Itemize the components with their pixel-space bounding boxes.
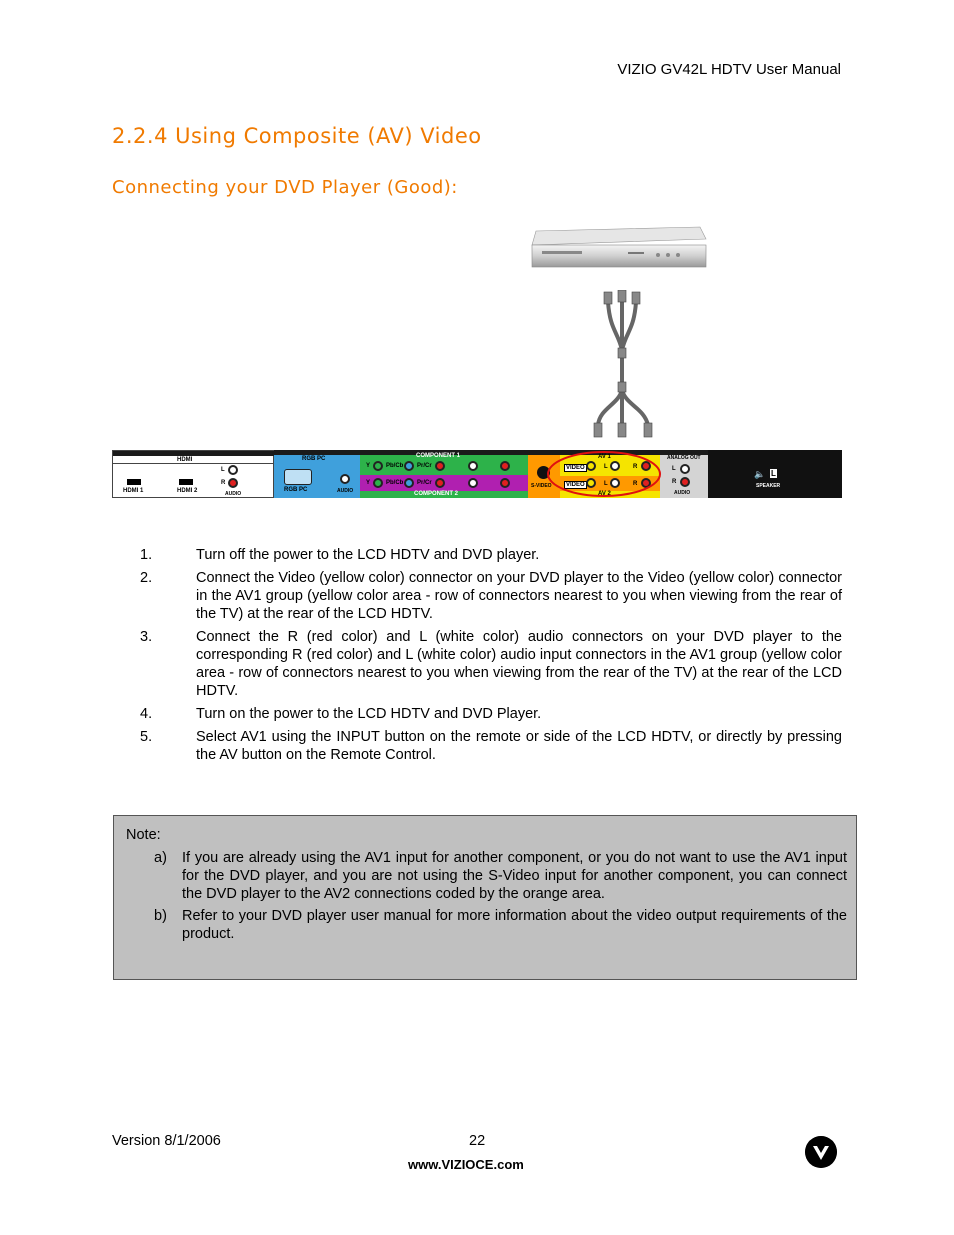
video-label: VIDEO: [566, 482, 585, 488]
r-label: R: [633, 481, 638, 487]
instruction-steps: [112, 546, 842, 769]
prcr-label: Pr/Cr: [417, 463, 432, 469]
composite-cable-illustration: [588, 290, 660, 445]
r-label: R: [633, 464, 638, 470]
step-number: 2.: [140, 570, 153, 586]
audio-label: AUDIO: [337, 488, 354, 494]
list-item: [112, 546, 842, 564]
audio-l-label: L: [221, 467, 225, 473]
list-item: [126, 849, 847, 903]
tv-connector-panel: [112, 450, 842, 498]
running-header: VIZIO GV42L HDTV User Manual: [617, 61, 841, 78]
pbcb-label: Pb/Cb: [386, 463, 404, 469]
audio-jack-icon: [228, 465, 238, 475]
av1-label: AV 1: [598, 454, 611, 460]
rgb-pc-label: RGB PC: [302, 456, 326, 462]
audio-label: AUDIO: [674, 490, 691, 496]
rgb-pc-group: [274, 450, 360, 498]
audio-label: AUDIO: [225, 491, 242, 497]
speaker-group: [708, 450, 842, 498]
l-label: L: [604, 481, 608, 487]
component-group: [360, 450, 528, 498]
audio-r-label: R: [221, 480, 226, 486]
hdmi-port-icon: [127, 479, 141, 485]
step-text: Turn off the power to the LCD HDTV and DVD player.: [196, 547, 540, 563]
video-label: VIDEO: [566, 465, 585, 471]
step-text: Connect the Video (yellow color) connector on your DVD player to the Video (yellow color) connector in the AV1 group (yellow color area - row of connectors nearest to you when viewing from the rear of the TV) at the rear of the LCD HDTV.: [196, 570, 842, 622]
component-jack-icon: [373, 478, 383, 488]
analog-out-label: ANALOG OUT: [667, 455, 701, 461]
note-marker: a): [154, 850, 167, 866]
svideo-label: S-VIDEO: [531, 483, 552, 489]
step-number: 1.: [140, 547, 153, 563]
audio-jack-icon: [228, 478, 238, 488]
hdmi-label: HDMI: [177, 457, 193, 463]
component1-label: COMPONENT 1: [416, 453, 461, 459]
speaker-label: SPEAKER: [756, 483, 781, 489]
audio-jack-icon: [500, 478, 510, 488]
step-number: 5.: [140, 729, 153, 745]
component-jack-icon: [373, 461, 383, 471]
step-text: Connect the R (red color) and L (white color) audio connectors on your DVD player to the corresponding R (red color) and L (white color) audio input connectors in the AV1 group (yellow color area - row of connectors nearest to you when viewing from the rear of the TV) at the rear of the LCD HDTV.: [196, 629, 842, 699]
component-jack-icon: [435, 461, 445, 471]
list-item: [112, 705, 842, 723]
note-text: If you are already using the AV1 input for another component, or you do not want to use the AV1 input for the DVD player, and you are not using the S-Video input for another component, you can connect the DVD player to the AV2 connections coded by the orange area.: [182, 850, 847, 902]
dvd-player-illustration: [528, 225, 708, 270]
analog-out-group: [660, 450, 708, 498]
vizio-logo-icon: [805, 1136, 837, 1168]
section-subheading: Connecting your DVD Player (Good):: [112, 177, 458, 198]
hdmi-group: [112, 450, 274, 498]
step-text: Select AV1 using the INPUT button on the remote or side of the LCD HDTV, or directly by pressing the AV button on the Remote Control.: [196, 729, 842, 763]
audio-jack-icon: [468, 478, 478, 488]
footer-url: www.VIZIOCE.com: [408, 1157, 524, 1172]
prcr-label: Pr/Cr: [417, 480, 432, 486]
component-jack-icon: [404, 478, 414, 488]
av1-highlight-circle: [544, 450, 664, 498]
list-item: [112, 728, 842, 764]
hdmi1-label: HDMI 1: [123, 488, 144, 494]
component-jack-icon: [435, 478, 445, 488]
speaker-l-label: L: [771, 469, 776, 478]
audio-jack-icon: [500, 461, 510, 471]
list-item: [112, 628, 842, 700]
component2-label: COMPONENT 2: [414, 491, 459, 497]
l-label: L: [672, 466, 676, 472]
step-number: 3.: [140, 629, 153, 645]
audio-jack-icon: [468, 461, 478, 471]
hdmi2-label: HDMI 2: [177, 488, 198, 494]
page-number: 22: [469, 1133, 486, 1149]
note-title: Note:: [126, 827, 161, 843]
component-jack-icon: [404, 461, 414, 471]
step-number: 4.: [140, 706, 153, 722]
pbcb-label: Pb/Cb: [386, 480, 404, 486]
speaker-icon: 🔈: [754, 469, 766, 479]
y-label: Y: [366, 463, 371, 469]
audio-jack-icon: [680, 464, 690, 474]
note-list: [126, 849, 847, 947]
rgb-pc-bottom-label: RGB PC: [284, 487, 308, 493]
note-marker: b): [154, 908, 167, 924]
y-label: Y: [366, 480, 371, 486]
note-text: Refer to your DVD player user manual for more information about the video output requirements of the product.: [182, 908, 847, 942]
list-item: [112, 569, 842, 623]
audio-jack-icon: [680, 477, 690, 487]
footer-version: Version 8/1/2006: [112, 1133, 221, 1149]
step-text: Turn on the power to the LCD HDTV and DVD Player.: [196, 706, 542, 722]
hdmi-port-icon: [179, 479, 193, 485]
section-heading: 2.2.4 Using Composite (AV) Video: [112, 124, 482, 148]
av2-label: AV 2: [598, 491, 611, 497]
list-item: [126, 907, 847, 943]
audio-jack-icon: [340, 474, 350, 484]
note-box: [113, 815, 857, 980]
r-label: R: [672, 479, 677, 485]
l-label: L: [604, 464, 608, 470]
vga-port-icon: [284, 469, 312, 485]
